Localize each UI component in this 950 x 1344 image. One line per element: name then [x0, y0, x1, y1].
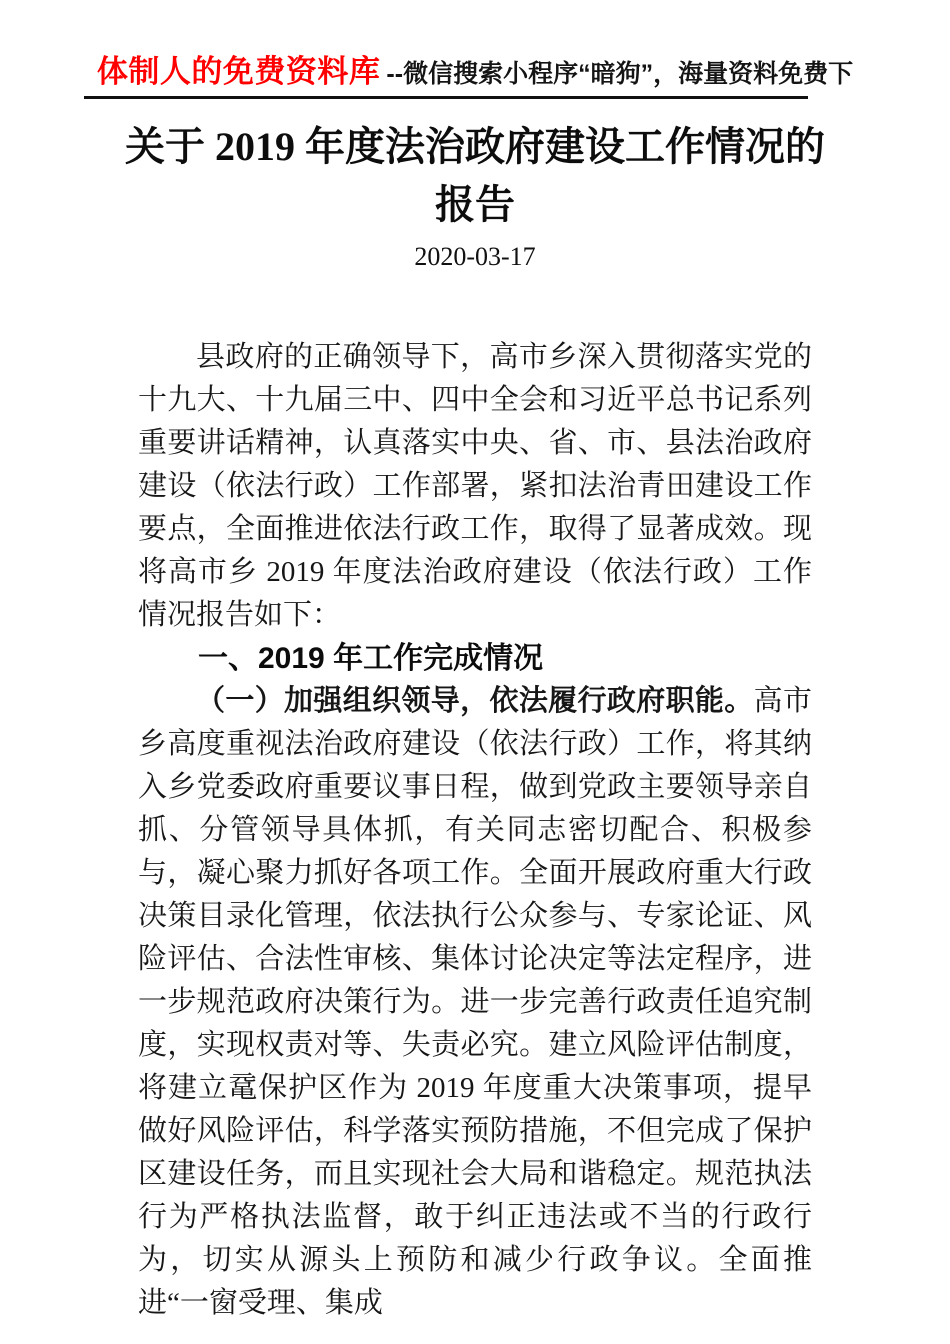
- document-title: 关于 2019 年度法治政府建设工作情况的报告: [125, 124, 825, 227]
- brand-text: 体制人的免费资料库: [96, 54, 381, 89]
- subsection-body-text: 高市乡高度重视法治政府建设（依法行政）工作，将其纳入乡党委政府重要议事日程，做到党政主要领导亲自抓、分管领导具体抓，有关同志密切配合、积极参与，凝心聚力抓好各项工作。全面开展政府重大行政决策目录化管理，依法执行公众参与、专家论证、风险评估、合法性审核、集体讨论决定等法定程序，进一步规范政府决策行为。进一步完善行政责任追究制度，实现权责对等、失责必究。建立风险评估制度，将建立鼋保护区作为 2019 年度重大决策事项，提早做好风险评估，科学落实预防措施，不但完成了保护区建设任务，而且实现社会大局和谐稳定。规范执法行为严格执法监督，敢于纠正违法或不当的行政行为，切实从源头上预防和减少行政争议。全面推进“一窗受理、集成: [138, 685, 812, 1319]
- promo-text: --微信搜索小程序“暗狗”，海量资料免费下: [386, 60, 854, 88]
- section-heading: 一、2019 年工作完成情况: [198, 642, 544, 675]
- subsection-paragraph: [138, 680, 812, 1325]
- promo-header-text: [0, 56, 950, 87]
- document-body: [138, 336, 812, 1325]
- promo-header: [0, 0, 950, 100]
- document-date: 2020-03-17: [414, 242, 536, 271]
- header-divider: [84, 96, 808, 99]
- subsection-lead: （一）加强组织领导，依法履行政府职能。: [196, 685, 754, 717]
- intro-paragraph: 县政府的正确领导下，高市乡深入贯彻落实党的十九大、十九届三中、四中全会和习近平总书记系列重要讲话精神，认真落实中央、省、市、县法治政府建设（依法行政）工作部署，紧扣法治青田建设工作要点，全面推进依法行政工作，取得了显著成效。现将高市乡 2019 年度法治政府建设（依法行政）工作情况报告如下：: [138, 341, 812, 631]
